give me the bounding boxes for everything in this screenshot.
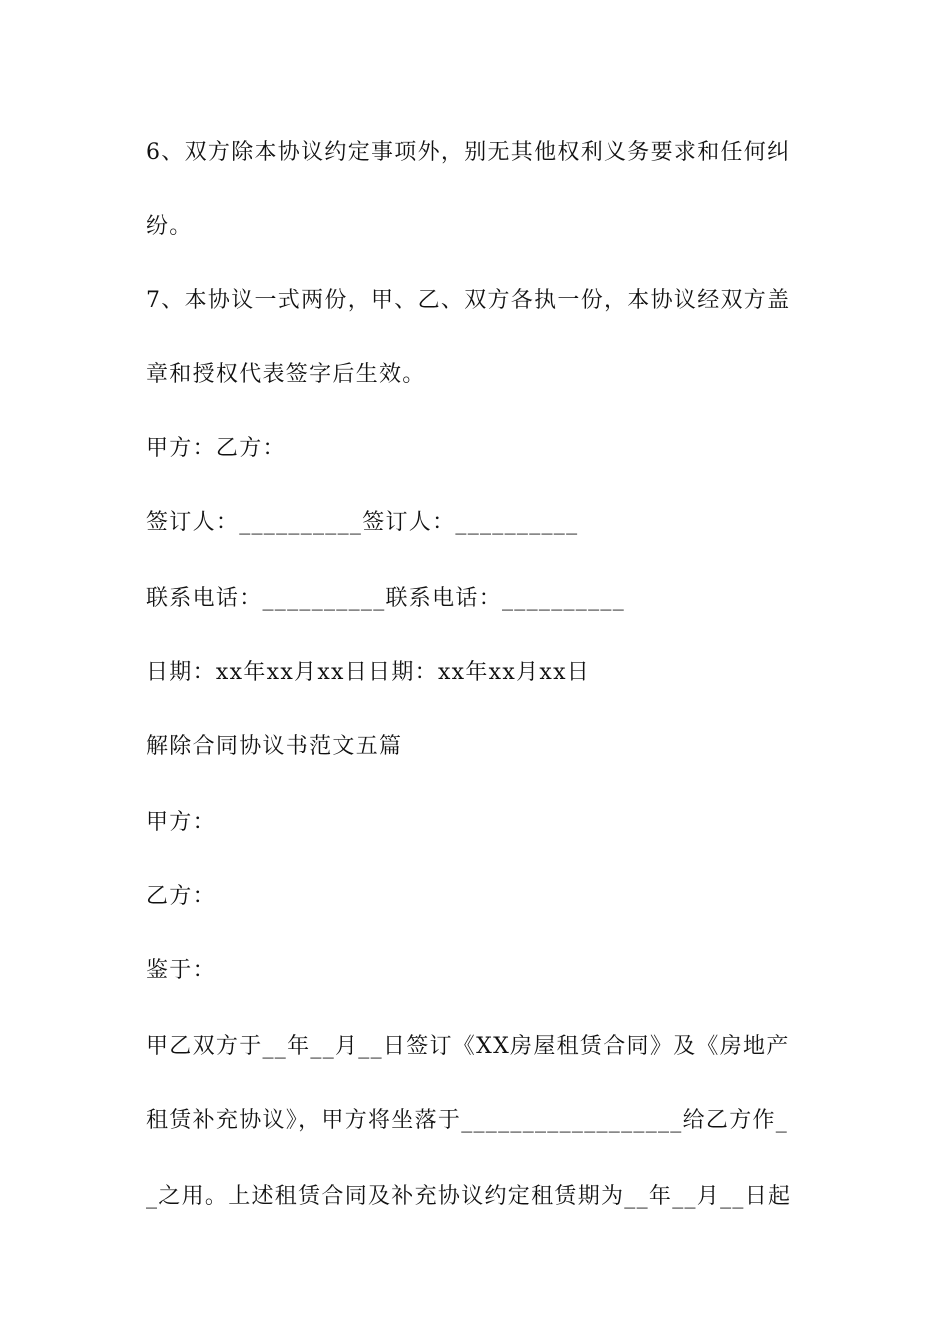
signatory-line: 签订人：__________签订人：__________ [146, 510, 579, 535]
clause-7-line-1: 7、本协议一式两份，甲、乙、双方各执一份，本协议经双方盖 [146, 288, 791, 313]
body-line-3: _之用。上述租赁合同及补充协议约定租赁期为__年__月__日起 [146, 1184, 792, 1209]
clause-6-line-1: 6、双方除本协议约定事项外，别无其他权利义务要求和任何纠 [146, 140, 791, 165]
phone-line: 联系电话：__________联系电话：__________ [146, 586, 626, 611]
section-title: 解除合同协议书范文五篇 [146, 734, 403, 759]
party-b-line: 乙方： [146, 884, 216, 909]
date-line: 日期：xx年xx月xx日日期：xx年xx月xx日 [146, 660, 591, 685]
party-header-line: 甲方：乙方： [146, 436, 286, 461]
whereas-line: 鉴于： [146, 958, 216, 983]
body-line-2: 租赁补充协议》，甲方将坐落于__________________给乙方作_ [146, 1108, 789, 1133]
party-a-line: 甲方： [146, 810, 216, 835]
body-line-1: 甲乙双方于__年__月__日签订《XX房屋租赁合同》及《房地产 [146, 1034, 790, 1059]
clause-6-line-2: 纷。 [146, 214, 193, 239]
clause-7-line-2: 章和授权代表签字后生效。 [146, 362, 426, 387]
